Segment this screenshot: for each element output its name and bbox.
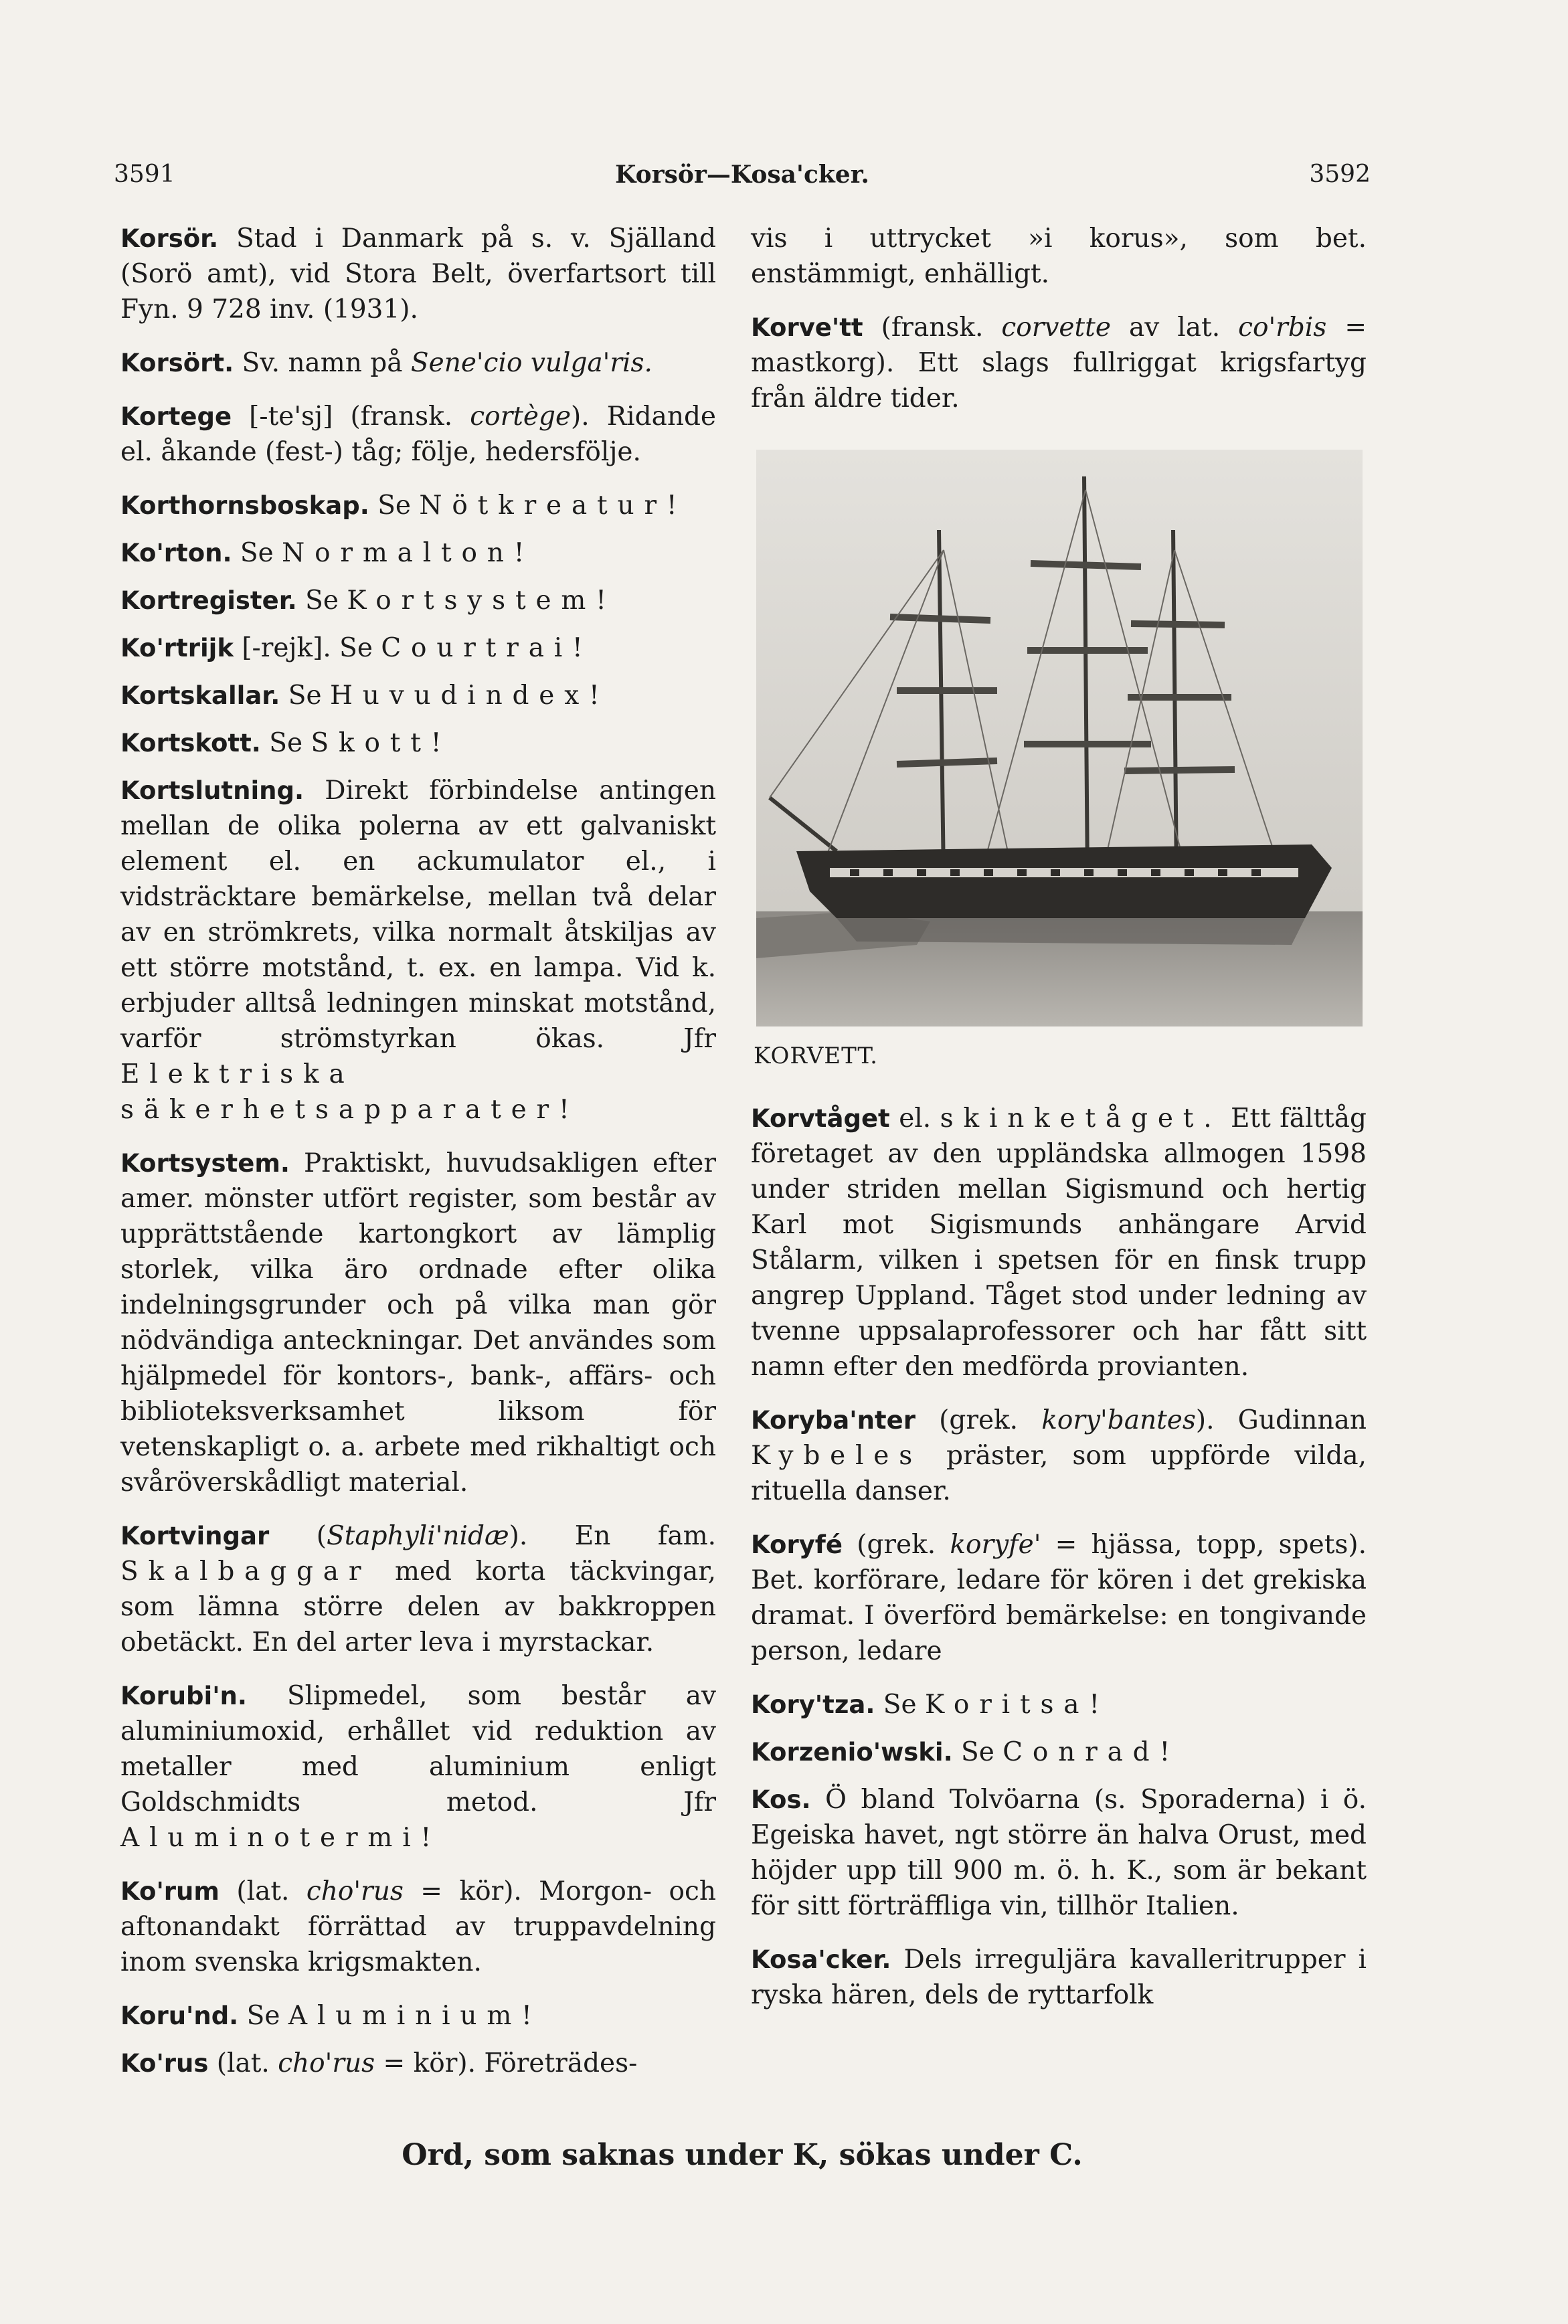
cross-reference: Skalbaggar [120, 1556, 371, 1587]
headword: Korsör. [120, 224, 219, 253]
cross-reference: skinketåget. [940, 1103, 1222, 1134]
entry-kosacker [751, 1942, 1367, 2013]
headword: Kortregister. [120, 586, 297, 615]
headword: Korvtåget [751, 1104, 890, 1133]
entry-text: med korta täckvingar, som lämna större delen av bakkroppen obetäckt. En del arter leva i myrstackar. [120, 1556, 716, 1658]
gunport-stripe [830, 868, 1298, 877]
entry-text: ). Ridande el. åkande (fest-) tåg; följe, hedersfölje. [120, 401, 716, 467]
entry-text: av lat. [1110, 312, 1239, 343]
entry-korzeniowski [751, 1734, 1367, 1770]
entry-text: Se [952, 1737, 1003, 1767]
headword: Koru'nd. [120, 2001, 239, 2030]
entry-text: vis i uttrycket »i korus», som bet. enstämmigt, enhälligt. [751, 224, 1367, 289]
headword: Korthornsboskap. [120, 491, 369, 520]
entry-text: [-rejk]. Se [233, 633, 381, 663]
entry-kortskallar [120, 678, 716, 713]
entry-text: Sv. namn på [234, 348, 411, 378]
headword: Kortege [120, 402, 232, 431]
entry-text: Se [369, 490, 420, 521]
entry-korsort [120, 345, 716, 381]
entry-text: Se [280, 681, 330, 711]
entry-korus [120, 2046, 716, 2081]
entry-text: = kör). Företrädes- [375, 2048, 638, 2078]
cross-reference: Kybeles [751, 1441, 923, 1471]
cross-reference: Courtrai! [381, 633, 593, 663]
running-title: Korsör—Kosa'cker. [615, 161, 869, 189]
entry-korus-continued [751, 221, 1367, 292]
page-header [114, 161, 1371, 201]
entry-text: ). Gudinnan [1195, 1405, 1367, 1435]
entry-text: = mastkorg). Ett slags fullriggat krigsfartyg från äldre tider. [751, 312, 1367, 414]
entry-korytza [751, 1687, 1367, 1722]
headword: Kortslutning. [120, 776, 304, 805]
entry-text: = kör). Morgon- och aftonandakt förrättad av truppavdelning inom svenska krigsmakten. [120, 1876, 717, 1977]
page-footer-note: Ord, som saknas under K, sökas under C. [402, 2138, 1083, 2172]
latin-name: Sene'cio vulga'ris. [410, 348, 652, 378]
ship-hull [796, 844, 1332, 918]
headword: Korubi'n. [120, 1682, 247, 1710]
etymology: kory'bantes [1041, 1405, 1196, 1435]
cross-reference: Huvudindex! [329, 681, 610, 711]
reflection [837, 918, 1305, 945]
entry-korsor [120, 221, 716, 327]
headword: Ko'rtrijk [120, 634, 234, 662]
entry-kos [751, 1782, 1367, 1924]
latin-name: Staphyli'nidæ [326, 1521, 509, 1551]
etymology: cortège [470, 401, 572, 432]
entry-kortvingar [120, 1518, 716, 1660]
entry-koryfe [751, 1527, 1367, 1669]
cross-reference: Aluminium! [288, 2001, 542, 2031]
headword: Kos. [751, 1785, 811, 1814]
headword: Kortskott. [120, 729, 261, 757]
entry-text: el. [889, 1103, 940, 1134]
entry-text: Se [232, 538, 282, 568]
page-number-right: 3592 [1309, 161, 1371, 188]
etymology: cho'rus [306, 1876, 404, 1906]
headword: Ko'rton. [120, 539, 232, 567]
entry-text: Se [238, 2001, 288, 2031]
entry-korybanter [751, 1403, 1367, 1509]
entry-text: Se [260, 728, 311, 758]
cross-reference: Normalton! [282, 538, 535, 568]
entry-text: Ö bland Tolvöarna (s. Sporaderna) i ö. Egeiska havet, ngt större än halva Orust, med höjder upp till 900 m. ö. h. K., som är bekant för sitt förträffliga vin, tillhör Italien. [751, 1785, 1367, 1921]
entry-korubin [120, 1678, 716, 1856]
cross-reference: Aluminotermi! [120, 1823, 441, 1853]
entry-text: Direkt förbindelse antingen mellan de olika polerna av ett galvaniskt element el. en ackumulator el., i vidsträcktare bemärkelse, mellan två delar av en strömkrets, vilka normalt åtskiljas av ett större motstånd, t. ex. en lampa. Vid k. erbjuder alltså ledningen minskat motstånd, varför strömstyrkan ökas. Jfr [120, 776, 716, 1054]
headword: Kosa'cker. [751, 1945, 891, 1974]
right-column [751, 221, 1367, 2031]
cross-reference: Kortsystem! [347, 586, 616, 616]
headword: Kortvingar [120, 1522, 270, 1550]
entry-korvtaget [751, 1101, 1367, 1384]
entry-kortege [120, 399, 716, 470]
entry-kortskott [120, 725, 716, 761]
entry-text: [-te'sj] (fransk. [232, 401, 470, 432]
headword: Ko'rus [120, 2049, 209, 2078]
corvette-photo [756, 450, 1363, 1026]
entry-text: Se [875, 1690, 925, 1720]
entry-korvett [751, 310, 1367, 416]
headword: Kortskallar. [120, 681, 280, 710]
entry-text: (lat. [208, 2048, 278, 2078]
headword: Kory'tza. [751, 1690, 875, 1719]
entry-korum [120, 1874, 716, 1980]
entry-kortsystem [120, 1146, 716, 1500]
entry-korthornsboskap [120, 488, 716, 523]
entry-kortrijk [120, 630, 716, 666]
cross-reference: Conrad! [1003, 1737, 1180, 1767]
entry-text: (fransk. [863, 312, 1002, 343]
headword: Korsört. [120, 349, 234, 377]
cross-reference: Nötkreatur! [419, 490, 687, 521]
entry-text: Stad i Danmark på s. v. Själland (Sorö amt), vid Stora Belt, överfartsort till Fyn. 9 728 inv. (1931). [120, 224, 716, 325]
headword: Korzenio'wski. [751, 1738, 953, 1767]
etymology: corvette [1001, 312, 1111, 343]
entry-text: Se [296, 586, 347, 616]
etymology: koryfe' [950, 1530, 1041, 1560]
entry-text: Praktiskt, huvudsakligen efter amer. mönster utfört register, som består av upprättstående kartongkort av lämplig storlek, vilka äro ordnade efter olika indelningsgrunder och på vilka man gör nödvändiga anteckningar. Det användes som hjälpmedel för kontors-, bank-, affärs- och biblioteksverksamhet liksom för vetenskapligt o. a. arbete med rikhaltigt och svåröverskådligt material. [120, 1148, 716, 1498]
entry-text: Ett fälttåg företaget av den uppländska allmogen 1598 under striden mellan Sigismund och hertig Karl mot Sigismunds anhängare Arvid Stålarm, vilken i spetsen för en finsk trupp angrep Uppland. Tåget stod under ledning av tvenne uppsalaprofessorer och har fått sitt namn efter den medförda provianten. [751, 1103, 1367, 1382]
headword: Kortsystem. [120, 1149, 290, 1178]
entry-text: präster, som uppförde vilda, rituella danser. [751, 1441, 1367, 1506]
headword: Koryba'nter [751, 1406, 916, 1435]
entry-text: ( [269, 1521, 327, 1551]
cross-reference: Elektriska säkerhetsapparater! [120, 1059, 580, 1125]
etymology: co'rbis [1238, 312, 1327, 343]
cross-reference: Skott! [311, 728, 452, 758]
headword: Koryfé [751, 1530, 843, 1559]
entry-text: = hjässa, topp, spets). Bet. korförare, ledare för kören i det grekiska dramat. I överförd bemärkelse: en tongivande person, ledare [751, 1530, 1367, 1666]
entry-text: ). En fam. [509, 1521, 716, 1551]
entry-text: (grek. [843, 1530, 950, 1560]
entry-kortregister [120, 583, 716, 618]
left-column [120, 221, 716, 2099]
entry-text: Slipmedel, som består av aluminiumoxid, erhållet vid reduktion av metaller med aluminium enligt Goldschmidts metod. Jfr [120, 1681, 716, 1817]
entry-text: Dels irreguljära kavalleritrupper i ryska hären, dels de ryttarfolk [751, 1945, 1367, 2010]
headword: Korve'tt [751, 313, 863, 342]
entry-text: (grek. [915, 1405, 1042, 1435]
ship-illustration [756, 450, 1363, 1026]
etymology: cho'rus [278, 2048, 375, 2078]
figure-caption: KORVETT. [754, 1043, 878, 1069]
entry-text: (lat. [219, 1876, 307, 1906]
entry-kortslutning [120, 773, 716, 1128]
entry-korton [120, 535, 716, 571]
entry-korund [120, 1998, 716, 2034]
page-number-left: 3591 [114, 161, 175, 188]
cross-reference: Koritsa! [924, 1690, 1110, 1720]
headword: Ko'rum [120, 1877, 220, 1906]
